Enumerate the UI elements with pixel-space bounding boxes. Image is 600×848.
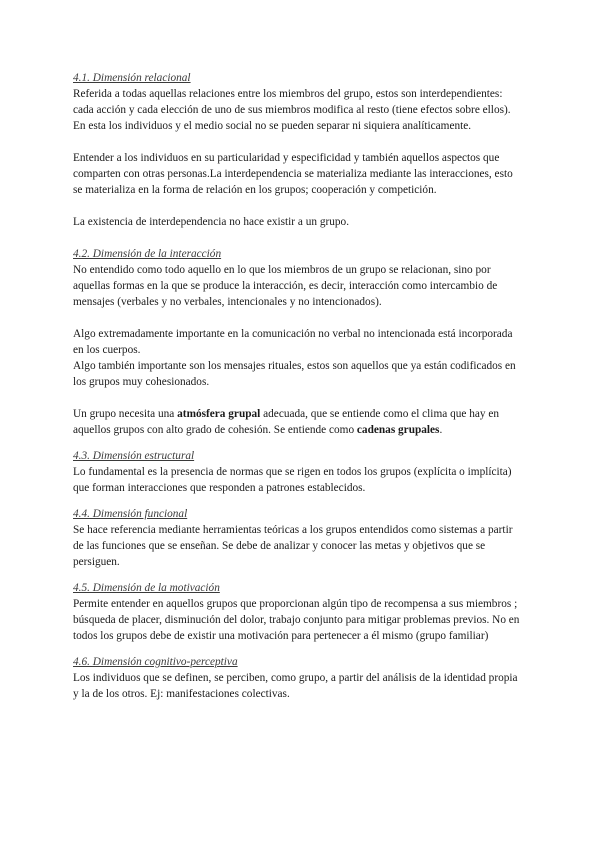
section-heading: 4.1. Dimensión relacional	[73, 72, 191, 84]
paragraph: Referida a todas aquellas relaciones entre los miembros del grupo, estos son interdependientes: cada acción y cada elección de uno de sus miembros modifica al resto (tiene efectos sobre ellos). En esta los individuos y el medio social no se pueden separar ni siquiera analíticamente.	[73, 88, 511, 132]
paragraph: La existencia de interdependencia no hace existir a un grupo.	[73, 216, 350, 228]
section-heading: 4.2. Dimensión de la interacción	[73, 248, 222, 260]
paragraph: No entendido como todo aquello en lo que los miembros de un grupo se relacionan, sino por aquellas formas en la que se produce la interacción, es decir, interacción como intercambio de mensajes (verbales y no verbales, intencionales y no intencionados).	[73, 264, 498, 308]
paragraph: Entender a los individuos en su particularidad y especificidad y también aquellos aspectos que comparten con otras personas.La interdependencia se materializa mediante las interacciones, esto se materializa en la forma de relación en los grupos; cooperación y competición.	[73, 152, 513, 196]
section-heading: 4.6. Dimensión cognitivo-perceptiva	[73, 656, 238, 668]
paragraph: Algo también importante son los mensajes rituales, estos son aquellos que ya están codificados en los grupos muy cohesionados.	[73, 360, 516, 388]
section-estructural	[73, 448, 523, 496]
paragraph: Permite entender en aquellos grupos que proporcionan algún tipo de recompensa a sus miembros ; búsqueda de placer, disminución del dolor, trabajo conjunto para mitigar problemas previos. No en todos los grupos debe de existir una motivación para pertenecer a él mismo (grupo familiar)	[73, 598, 520, 642]
paragraph: Se hace referencia mediante herramientas teóricas a los grupos entendidos como sistemas a partir de las funciones que se enseñan. Se debe de analizar y conocer las metas y objetivos que se persiguen.	[73, 524, 513, 568]
bold-term: atmósfera grupal	[177, 408, 261, 420]
paragraph-atmosfera: Un grupo necesita una atmósfera grupal adecuada, que se entiende como el clima que hay en aquellos grupos con alto grado de cohesión. Se entiende como cadenas grupales.	[73, 408, 500, 436]
paragraph: Lo fundamental es la presencia de normas que se rigen en todos los grupos (explícita o implícita) que forman interacciones que responden a patrones establecidos.	[73, 466, 512, 494]
section-relacional	[73, 70, 523, 230]
document-page	[73, 70, 523, 702]
paragraph: Los individuos que se definen, se perciben, como grupo, a partir del análisis de la identidad propia y la de los otros. Ej: manifestaciones colectivas.	[73, 672, 518, 700]
paragraph: Algo extremadamente importante en la comunicación no verbal no intencionada está incorporada en los cuerpos.	[73, 328, 513, 356]
section-heading: 4.3. Dimensión estructural	[73, 450, 195, 462]
section-cognitivo	[73, 654, 523, 702]
bold-term: cadenas grupales	[356, 424, 440, 436]
section-motivacion	[73, 580, 523, 644]
section-funcional	[73, 506, 523, 570]
section-interaccion	[73, 246, 523, 438]
section-heading: 4.5. Dimensión de la motivación	[73, 582, 220, 594]
section-heading: 4.4. Dimensión funcional	[73, 508, 188, 520]
